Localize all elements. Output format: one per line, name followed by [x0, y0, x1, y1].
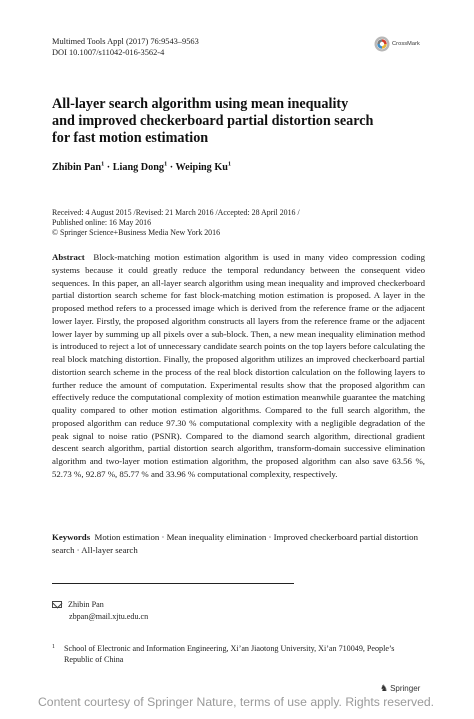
- doi-line: DOI 10.1007/s11042-016-3562-4: [52, 48, 165, 57]
- copyright-line: © Springer Science+Business Media New York 2016: [52, 228, 221, 237]
- title-line: for fast motion estimation: [52, 130, 209, 146]
- contact-name: Zhibin Pan: [68, 600, 104, 609]
- author-name[interactable]: Liang Dong: [112, 162, 164, 173]
- publication-history: [52, 208, 300, 238]
- title-line: All-layer search algorithm using mean inequality: [52, 96, 349, 112]
- crossmark-label: CrossMark: [392, 41, 420, 47]
- abstract-section: [52, 251, 425, 481]
- keywords-label: Keywords: [52, 532, 91, 542]
- affiliation-text: School of Electronic and Information Engineering, Xi’an Jiaotong University, Xi’an 710049, People’s Republic of China: [64, 644, 395, 665]
- author-separator: ·: [167, 162, 176, 173]
- history-line: Published online: 16 May 2016: [52, 218, 152, 227]
- keywords-text: Motion estimation · Mean inequality elimination · Improved checkerboard partial distortion search · All-layer search: [52, 532, 418, 555]
- springer-horse-icon: ♞: [380, 683, 389, 693]
- author-name[interactable]: Zhibin Pan: [52, 162, 101, 173]
- envelope-icon: [52, 601, 62, 608]
- author-name[interactable]: Weiping Ku: [175, 162, 228, 173]
- abstract-label: Abstract: [52, 252, 85, 262]
- affiliation-number: 1: [52, 644, 55, 650]
- abstract-text: Block-matching motion estimation algorithm is used in many video compression coding systems because it could greatly reduce the temporal redundancy between the consequent video sequences. In this paper, an all-layer search algorithm using mean inequality and improved checkerboard partial distortion search scheme for fast block-matching motion estimation is proposed. A layer in the proposed method refers to a processed image which is derived from the reference frame or the adjacent lower layer. Firstly, the proposed algorithm constructs all layers from the reference frame or the adjacent lower layer by summing up all pixels over a sub-block. Then, a new mean inequality elimination method is introduced to reject a lot of unnecessary candidate search points on the top layers before calculating the real block matching distortion. Finally, the proposed algorithm utilizes an improved checkerboard partial distortion search scheme in the process of the real block distortion calculation on the following layers to further reduce the amount of computation. Experimental results show that the proposed algorithm can effectively reduce the computational complexity of motion estimation meanwhile guarantee the matching quality compared to other motion estimation algorithms. Compared to the full search algorithm, the proposed algorithm can reduce 97.30 % computational complexity with a negligible degradation of the peak signal to noise ratio (PSNR). Compared to the diamond search algorithm, directional gradient descent search algorithm, partial distortion search algorithm, transform-domain successive elimination algorithm and two-layer motion estimation algorithm, the proposed algorithm can also save 63.56 %, 52.73 %, 92.87 %, 85.77 % and 33.96 % computational complexity, respectively.: [52, 252, 425, 479]
- contact-email[interactable]: zbpan@mail.xjtu.edu.cn: [69, 612, 149, 622]
- corresponding-author: [52, 599, 148, 623]
- author-affiliation-mark: 1: [227, 160, 232, 168]
- publisher-name: Springer: [390, 684, 421, 693]
- author-separator: ·: [104, 162, 113, 173]
- courtesy-notice: Content courtesy of Springer Nature, terms of use apply. Rights reserved.: [38, 695, 435, 709]
- crossmark-icon: [374, 36, 390, 52]
- history-line: Received: 4 August 2015 /Revised: 21 March 2016 /Accepted: 28 April 2016 /: [52, 208, 300, 217]
- keywords-section: [52, 531, 425, 556]
- article-title: [52, 96, 432, 147]
- author-affiliation-mark: 1: [163, 160, 168, 168]
- journal-citation: Multimed Tools Appl (2017) 76:9543–9563: [52, 37, 199, 46]
- crossmark-badge[interactable]: [374, 35, 434, 53]
- journal-header: [52, 36, 199, 58]
- footnote-divider: [52, 583, 294, 584]
- springer-logo: [380, 683, 420, 694]
- title-line: and improved checkerboard partial distortion search: [52, 113, 374, 129]
- author-affiliation-mark: 1: [100, 160, 105, 168]
- author-list: [52, 161, 231, 174]
